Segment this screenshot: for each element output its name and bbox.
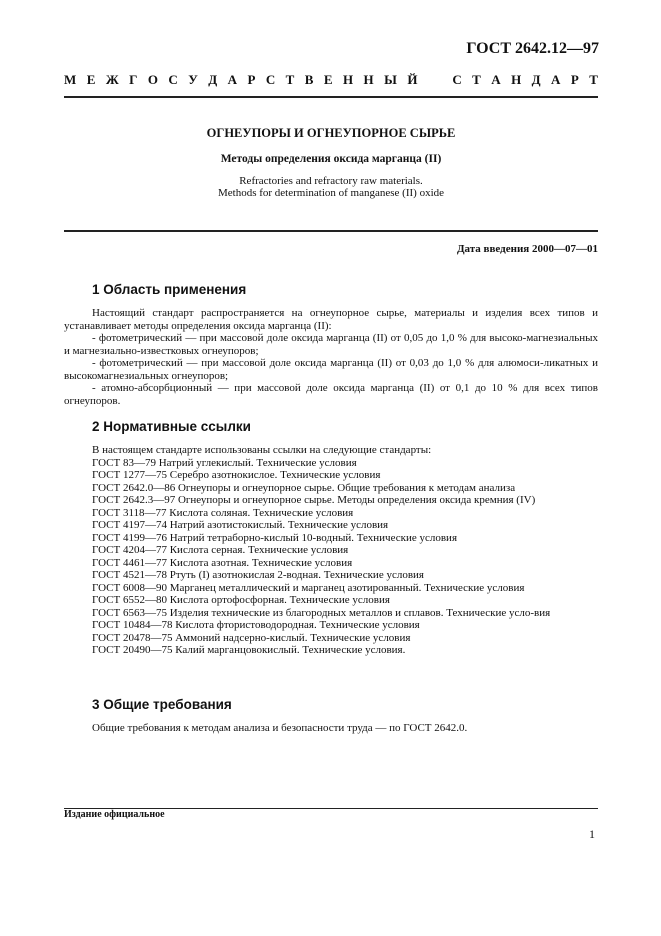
reference-text: ГОСТ 20490—75 Калий марганцовокислый. Технические условия. bbox=[92, 644, 406, 656]
title-english bbox=[64, 175, 598, 199]
section-requirements-heading: 3 Общие требования bbox=[92, 697, 232, 712]
interstate-standard-banner bbox=[64, 72, 598, 98]
section-scope bbox=[64, 282, 598, 407]
banner-letter: Д bbox=[208, 72, 218, 87]
section-normative-references bbox=[64, 419, 598, 657]
reference-text: ГОСТ 2642.0—86 Огнеупоры и огнеупорное сырье. Общие требования к методам анализа bbox=[92, 481, 516, 494]
reference-text: ГОСТ 4197—74 Натрий азотистокислый. Технические условия bbox=[92, 519, 389, 531]
section-scope-paragraph: Настоящий стандарт распространяется на огнеупорное сырье, материалы и изделия всех типов и устанавливает методы определения оксида марганца (II): bbox=[64, 307, 598, 332]
subtitle-russian: Методы определения оксида марганца (II) bbox=[220, 153, 442, 165]
banner-letter: Е bbox=[86, 72, 96, 87]
reference-text: ГОСТ 4461—77 Кислота азотная. Технические условия bbox=[92, 556, 353, 569]
scope-bullet: - фотометрический — при массовой доле оксида марганца (II) от 0,05 до 1,0 % для высоко-магнезиальных и магнезиально-известковых огнеупоров; bbox=[64, 332, 598, 357]
reference-item bbox=[64, 632, 598, 645]
reference-item bbox=[64, 582, 598, 595]
publication-note-block bbox=[64, 808, 598, 820]
reference-text: ГОСТ 3118—77 Кислота соляная. Технические условия bbox=[92, 506, 354, 519]
title-block bbox=[64, 126, 598, 199]
reference-item bbox=[64, 619, 598, 632]
section-requirements-paragraph: Общие требования к методам анализа и безопасности труда — по ГОСТ 2642.0. bbox=[92, 722, 468, 734]
reference-item bbox=[64, 482, 598, 495]
banner-letter: У bbox=[188, 72, 198, 87]
title-english-line-2: Methods for determination of manganese (II) oxide bbox=[217, 187, 445, 199]
reference-text: ГОСТ 4199—76 Натрий тетраборно-кислый 10-водный. Технические условия bbox=[92, 531, 457, 544]
reference-item bbox=[64, 457, 598, 470]
reference-text: ГОСТ 6552—80 Кислота ортофосфорная. Технические условия bbox=[92, 594, 390, 606]
banner-letter: Н bbox=[342, 72, 354, 87]
banner-letter: Н bbox=[511, 72, 522, 87]
reference-text: ГОСТ 4204—77 Кислота серная. Технические условия bbox=[92, 544, 349, 556]
scope-bullet: - атомно-абсорбционный — при массовой доле оксида марганца (II) от 0,1 до 10 % для всех типов огнеупоров. bbox=[64, 382, 598, 407]
banner-letter: В bbox=[304, 72, 314, 87]
section-general-requirements bbox=[64, 697, 598, 735]
publication-label: Издание официальное bbox=[64, 809, 165, 820]
reference-list bbox=[64, 457, 598, 657]
reference-text: ГОСТ 6008—90 Марганец металлический и марганец азотированный. Технические условия bbox=[92, 581, 525, 594]
header-divider bbox=[64, 230, 598, 232]
banner-letter: Р bbox=[570, 72, 579, 87]
reference-item bbox=[64, 644, 598, 657]
banner-letter: Н bbox=[363, 72, 374, 87]
introduction-date: Дата введения 2000—07—01 bbox=[456, 243, 598, 255]
document-id: ГОСТ 2642.12—97 bbox=[466, 40, 599, 57]
banner-letter: С bbox=[265, 72, 276, 87]
banner-letter: Ы bbox=[384, 72, 397, 87]
banner-letter: Т bbox=[472, 72, 481, 87]
banner-letter: Г bbox=[129, 72, 138, 87]
reference-item bbox=[64, 507, 598, 520]
banner-letter: М bbox=[64, 72, 77, 87]
banner-letter: А bbox=[551, 72, 561, 87]
banner-letter: Т bbox=[589, 72, 598, 87]
reference-item bbox=[64, 494, 598, 507]
page-number: 1 bbox=[589, 827, 595, 841]
title-russian: ОГНЕУПОРЫ И ОГНЕУПОРНОЕ СЫРЬЕ bbox=[206, 126, 456, 140]
section-scope-heading: 1 Область применения bbox=[92, 282, 247, 297]
reference-item bbox=[64, 544, 598, 557]
references-intro: В настоящем стандарте использованы ссылки на следующие стандарты: bbox=[92, 444, 432, 456]
reference-item bbox=[64, 557, 598, 570]
reference-text: ГОСТ 83—79 Натрий углекислый. Технические условия bbox=[92, 456, 357, 469]
banner-letter: А bbox=[227, 72, 237, 87]
banner-letter: А bbox=[491, 72, 501, 87]
reference-text: ГОСТ 10484—78 Кислота фтористоводородная. Технические условия bbox=[92, 619, 420, 631]
scope-bullet: - фотометрический — при массовой доле оксида марганца (II) от 0,03 до 1,0 % для алюмоси-ликатных и высокомагнезиальных огнеупоров; bbox=[64, 357, 598, 382]
banner-letter: Ж bbox=[105, 72, 119, 87]
reference-item bbox=[64, 532, 598, 545]
reference-item bbox=[64, 569, 598, 582]
banner-letter: О bbox=[147, 72, 158, 87]
reference-item bbox=[64, 607, 598, 620]
banner-letter: Й bbox=[407, 72, 418, 87]
section-references-heading: 2 Нормативные ссылки bbox=[92, 419, 251, 434]
banner-letter: Р bbox=[247, 72, 256, 87]
title-english-line-1: Refractories and refractory raw materials. bbox=[239, 175, 423, 187]
banner-letter: С bbox=[452, 72, 462, 87]
banner-letter: С bbox=[168, 72, 178, 87]
banner-letter: Т bbox=[285, 72, 295, 87]
reference-item bbox=[64, 469, 598, 482]
reference-text: ГОСТ 6563—75 Изделия технические из благородных металлов и сплавов. Технические усло-вия bbox=[92, 606, 551, 619]
reference-text: ГОСТ 4521—78 Ртуть (I) азотнокислая 2-водная. Технические условия bbox=[92, 569, 424, 581]
reference-item bbox=[64, 594, 598, 607]
reference-text: ГОСТ 2642.3—97 Огнеупоры и огнеупорное сырье. Методы определения оксида кремния (IV) bbox=[92, 494, 536, 506]
reference-item bbox=[64, 519, 598, 532]
reference-text: ГОСТ 1277—75 Серебро азотнокислое. Технические условия bbox=[92, 469, 381, 481]
reference-text: ГОСТ 20478—75 Аммоний надсерно-кислый. Технические условия bbox=[92, 631, 411, 644]
banner-letter: Д bbox=[531, 72, 541, 87]
banner-letter: Е bbox=[323, 72, 333, 87]
